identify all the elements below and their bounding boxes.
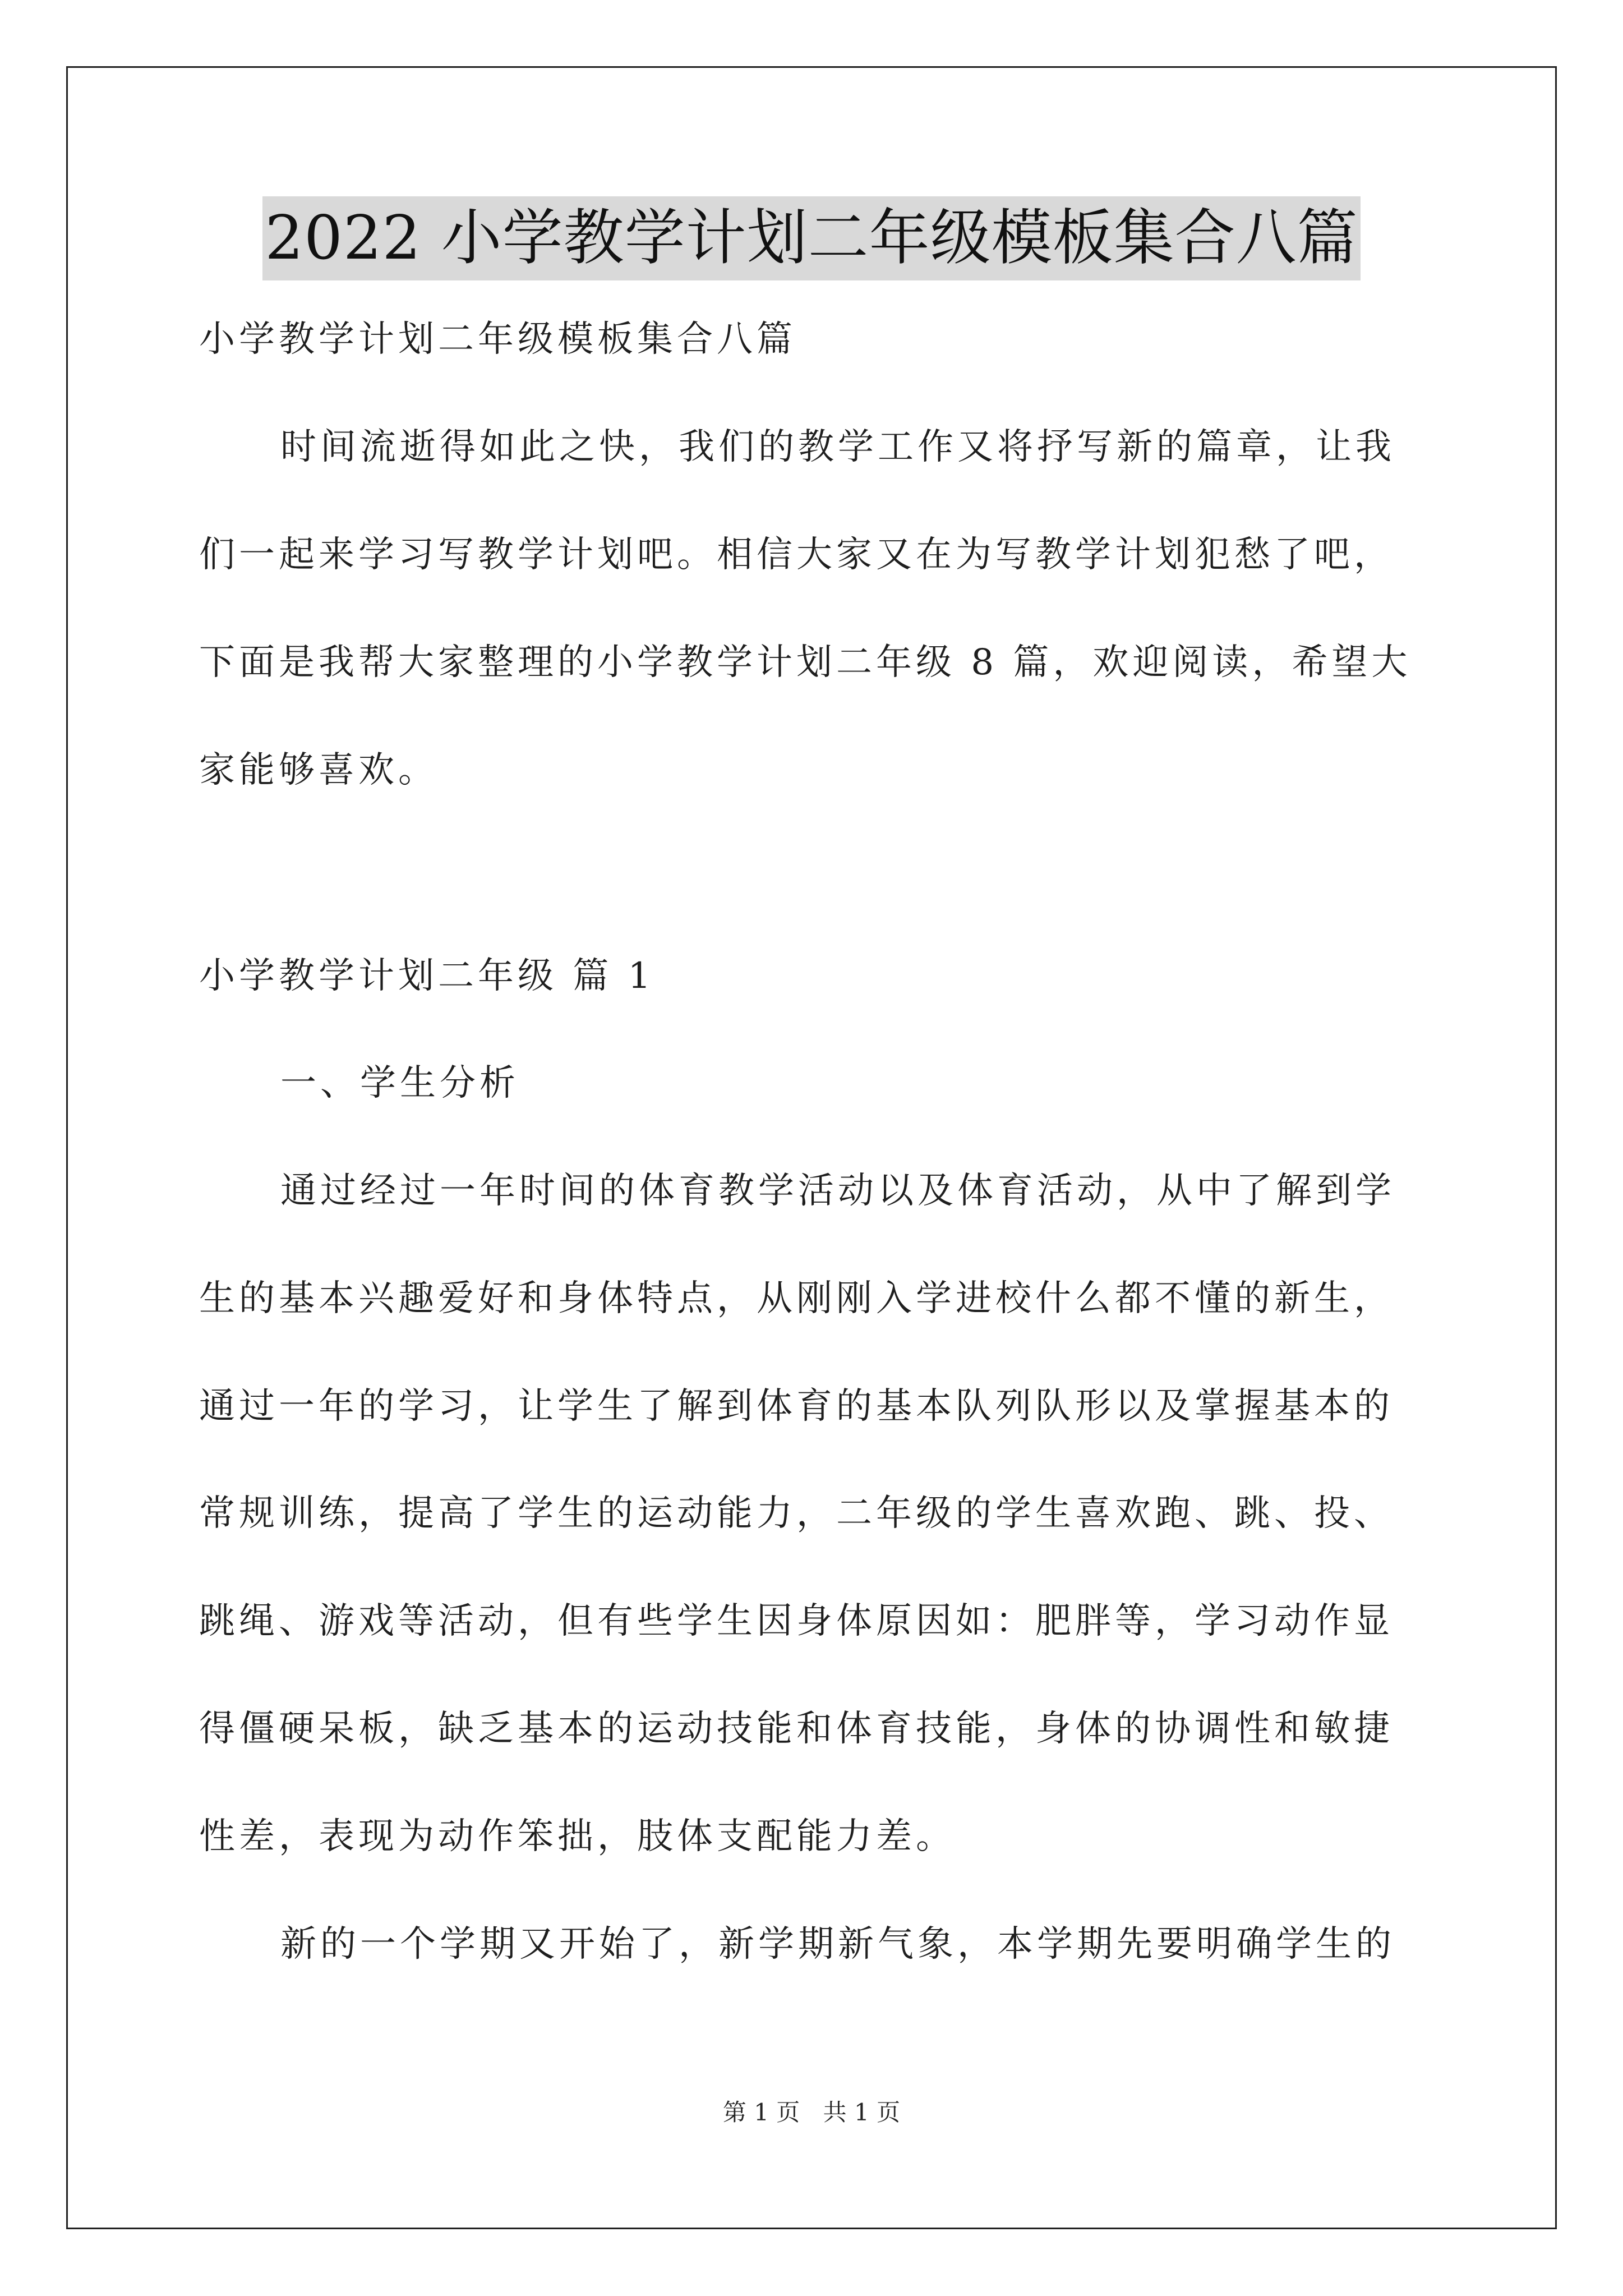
body-line: 跳绳、游戏等活动，但有些学生因身体原因如：肥胖等，学习动作显 — [199, 1600, 1394, 1642]
body-line: 通过一年的学习，让学生了解到体育的基本队列队形以及掌握基本的 — [199, 1386, 1394, 1427]
page-total: 共 1 页 — [823, 2099, 901, 2126]
document-title-text: 2022 小学教学计划二年级模板集合八篇 — [262, 196, 1360, 280]
section-heading: 小学教学计划二年级 篇 1 — [199, 955, 655, 997]
intro-line: 家能够喜欢。 — [199, 749, 438, 791]
section-subheading: 一、学生分析 — [280, 1062, 519, 1104]
intro-line: 下面是我帮大家整理的小学教学计划二年级 8 篇，欢迎阅读，希望大 — [199, 642, 1412, 683]
body-line: 常规训练，提高了学生的运动能力，二年级的学生喜欢跑、跳、投、 — [199, 1493, 1394, 1534]
body-line: 得僵硬呆板，缺乏基本的运动技能和体育技能，身体的协调性和敏捷 — [199, 1708, 1394, 1750]
page-footer — [0, 2096, 1623, 2129]
intro-line: 们一起来学习写教学计划吧。相信大家又在为写教学计划犯愁了吧， — [199, 534, 1394, 576]
intro-line: 时间流逝得如此之快，我们的教学工作又将抒写新的篇章，让我 — [280, 426, 1395, 468]
body-line: 生的基本兴趣爱好和身体特点，从刚刚入学进校什么都不懂的新生， — [199, 1278, 1394, 1319]
document-subtitle: 小学教学计划二年级模板集合八篇 — [199, 319, 796, 360]
body-line: 新的一个学期又开始了，新学期新气象，本学期先要明确学生的 — [280, 1924, 1395, 1965]
body-line: 性差，表现为动作笨拙，肢体支配能力差。 — [199, 1816, 956, 1857]
page-number: 第 1 页 — [722, 2099, 800, 2126]
body-line: 通过经过一年时间的体育教学活动以及体育活动，从中了解到学 — [280, 1170, 1395, 1212]
page-border — [66, 66, 1557, 2229]
document-title — [0, 196, 1623, 280]
